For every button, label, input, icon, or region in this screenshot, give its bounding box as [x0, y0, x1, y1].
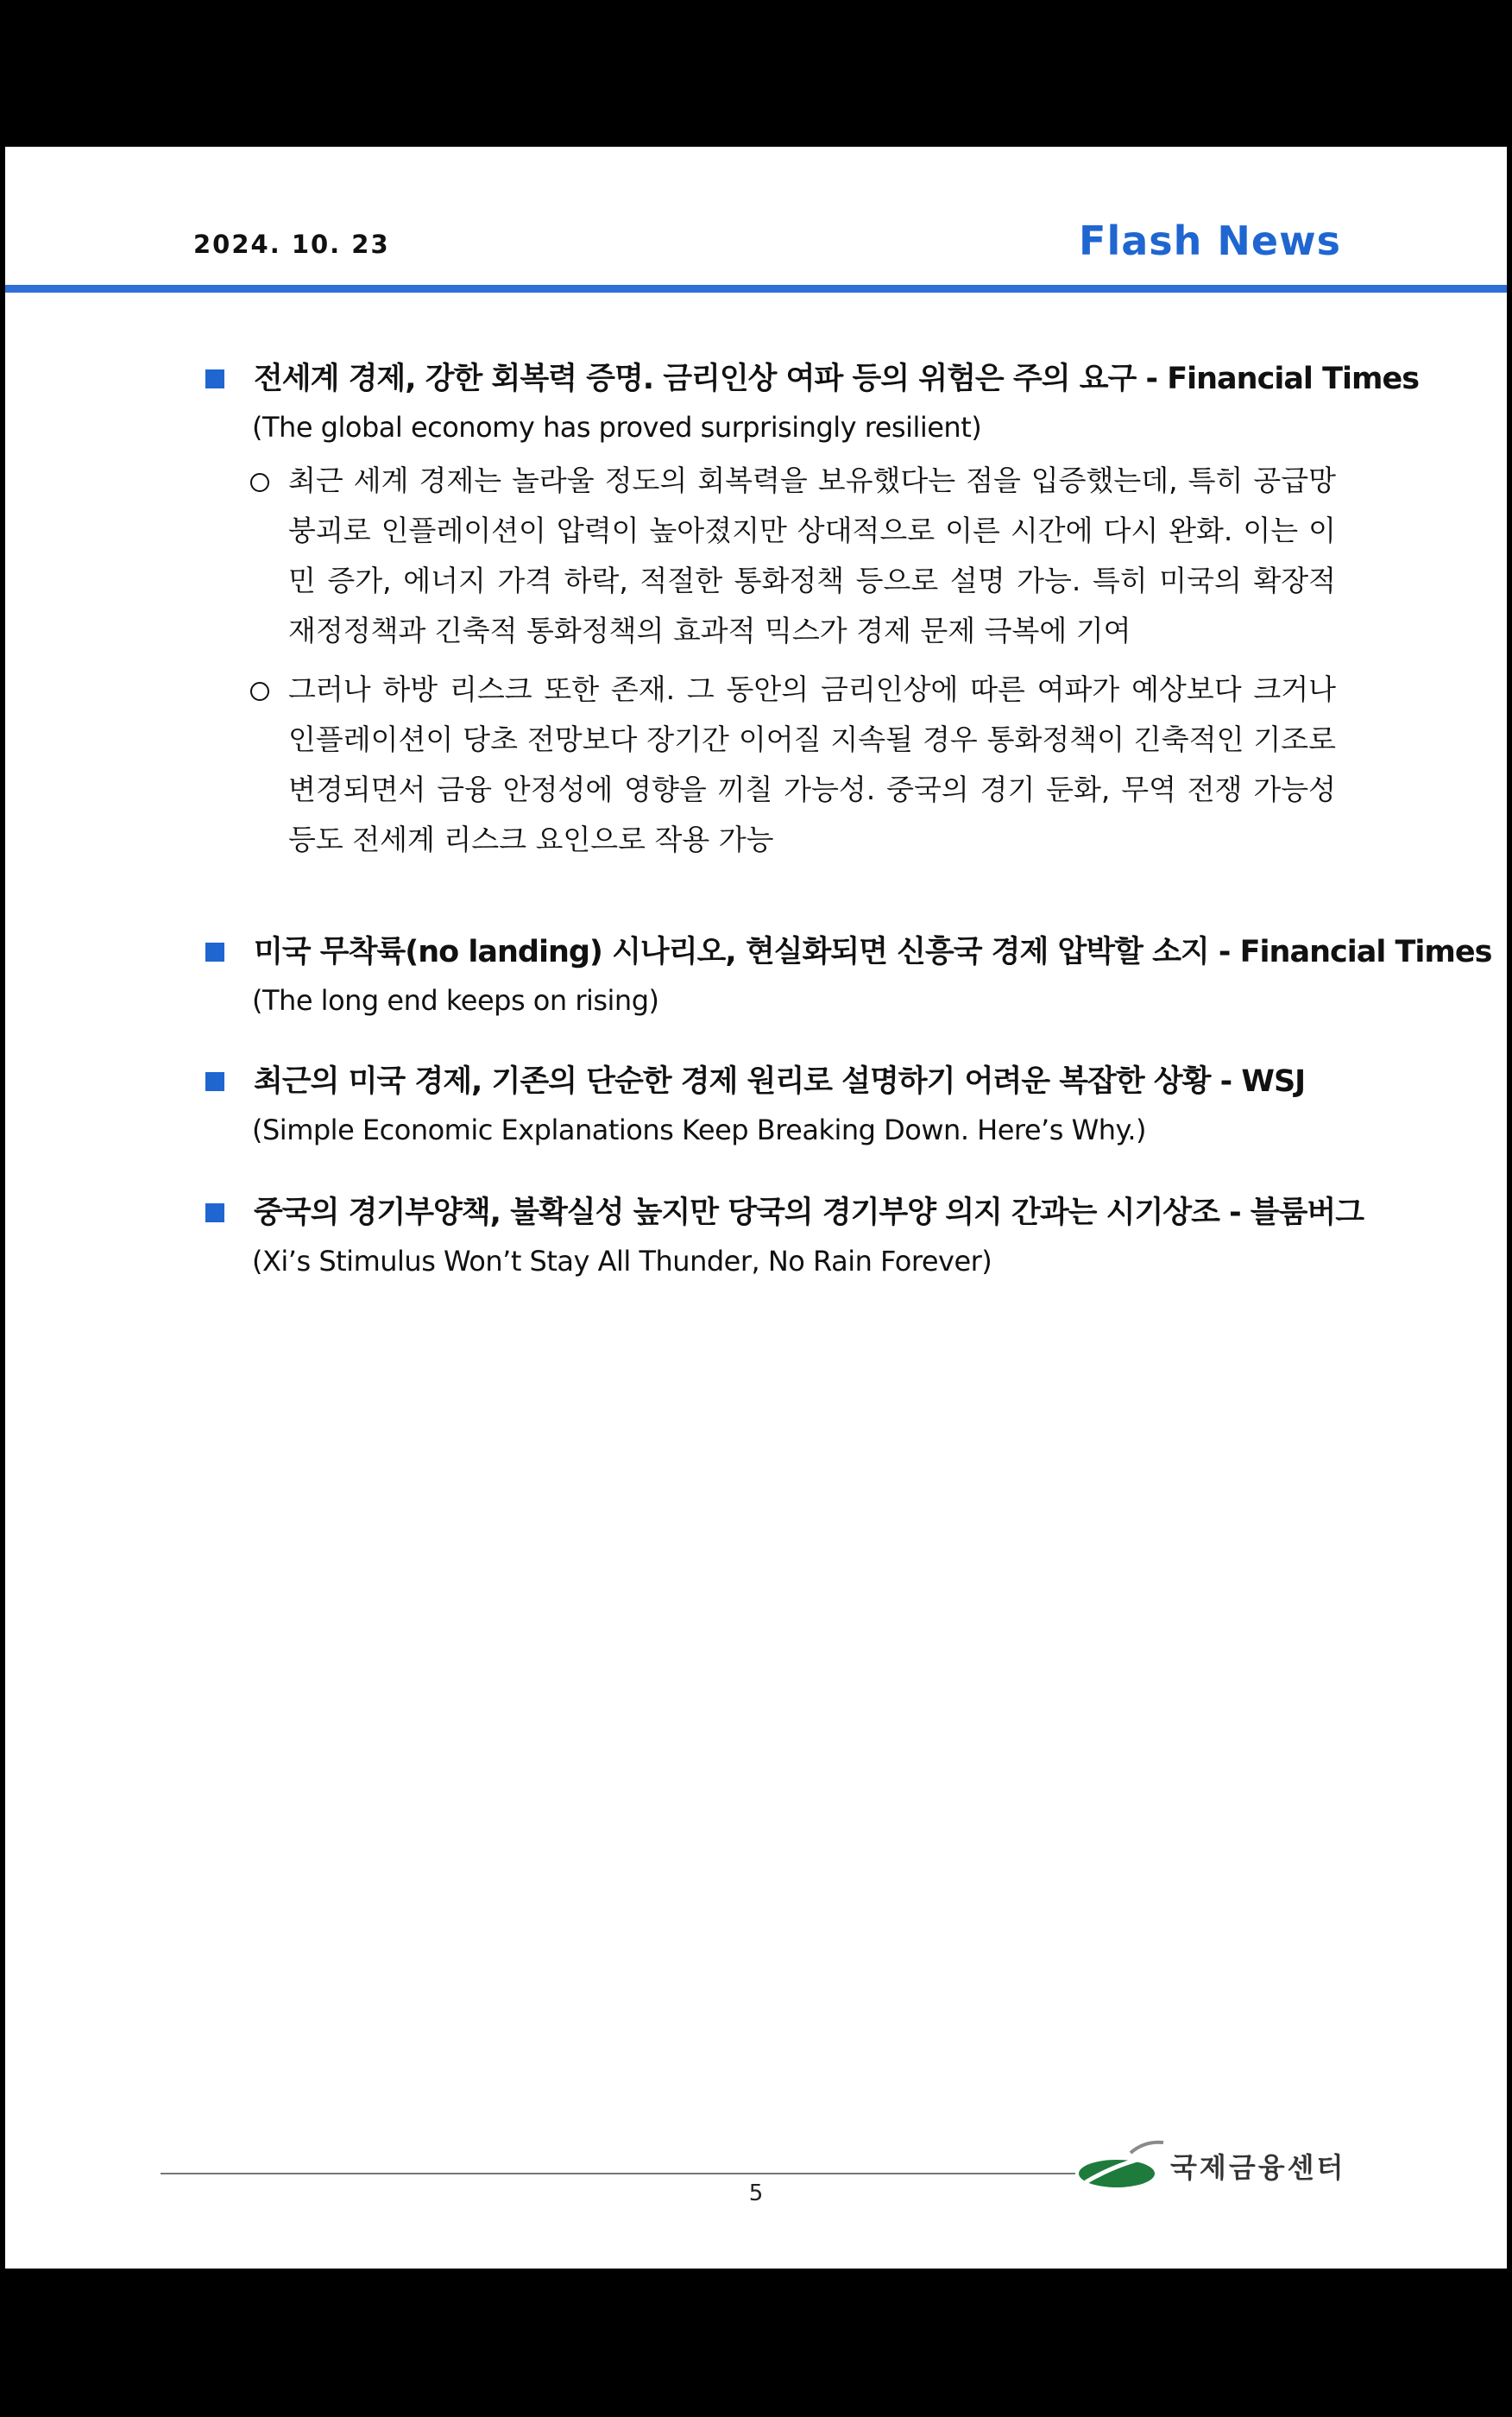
square-bullet-icon — [205, 1203, 224, 1222]
section-title-text: 중국의 경기부양책, 불확실성 높지만 당국의 경기부양 의지 간과는 시기상조 - 블룸버그 — [254, 1196, 1364, 1230]
news-section-2 — [205, 931, 1492, 1024]
footer-logo-text: 국제금융센터 — [1170, 2151, 1346, 2184]
section-title-text: 최근의 미국 경제, 기존의 단순한 경제 원리로 설명하기 어려운 복잡한 상황 - WSJ — [254, 1064, 1306, 1099]
section-title — [205, 931, 1492, 974]
section-subtitle: (Xi’s Stimulus Won’t Stay All Thunder, No Rain Forever) — [252, 1245, 992, 1278]
section-title — [205, 1060, 1336, 1103]
section-subtitle: (The long end keeps on rising) — [252, 984, 659, 1017]
section-title — [205, 357, 1420, 401]
bullet-text: 그러나 하방 리스크 또한 존재. 그 동안의 금리인상에 따른 여파가 예상보다 크거나 인플레이션이 당초 전망보다 장기간 이어질 지속될 경우 통화정책이 긴축적인 기조로 변경되면서 금융 안정성에 영향을 끼칠 가능성. 중국의 경기 둔화, 무역 전쟁 가능성 등도 전세계 리스크 요인으로 작용 가능 — [288, 672, 1336, 856]
circle-bullet-icon — [250, 473, 269, 492]
square-bullet-icon — [205, 369, 224, 388]
section-title-text: 전세계 경제, 강한 회복력 증명. 금리인상 여파 등의 위험은 주의 요구 - Financial Times — [254, 362, 1420, 396]
news-section-4 — [205, 1191, 1364, 1284]
header-divider — [5, 285, 1507, 293]
section-title-text: 미국 무착륙(no landing) 시나리오, 현실화되면 신흥국 경제 압박할 소지 - Financial Times — [254, 935, 1492, 969]
footer-divider — [161, 2173, 1075, 2174]
section-title — [205, 1191, 1364, 1234]
bullet-item — [205, 456, 1336, 656]
document-page — [5, 147, 1507, 2269]
page-number: 5 — [748, 2180, 764, 2206]
news-section-3 — [205, 1060, 1336, 1153]
circle-bullet-icon — [250, 682, 269, 701]
bullet-item — [205, 665, 1336, 865]
report-date: 2024. 10. 23 — [193, 230, 390, 259]
section-subtitle: (The global economy has proved surprisingly resilient) — [252, 411, 982, 444]
news-section-1 — [205, 357, 1420, 865]
section-subtitle: (Simple Economic Explanations Keep Breaking Down. Here’s Why.) — [252, 1114, 1147, 1146]
report-brand-title: Flash News — [1079, 218, 1341, 264]
square-bullet-icon — [205, 1072, 224, 1091]
square-bullet-icon — [205, 943, 224, 962]
bullet-text: 최근 세계 경제는 놀라울 정도의 회복력을 보유했다는 점을 입증했는데, 특히 공급망 붕괴로 인플레이션이 압력이 높아졌지만 상대적으로 이른 시간에 다시 완화. 이는 이민 증가, 에너지 가격 하락, 적절한 통화정책 등으로 설명 가능. 특히 미국의 확장적 재정정책과 긴축적 통화정책의 효과적 믹스가 경제 문제 극복에 기여 — [288, 464, 1336, 647]
